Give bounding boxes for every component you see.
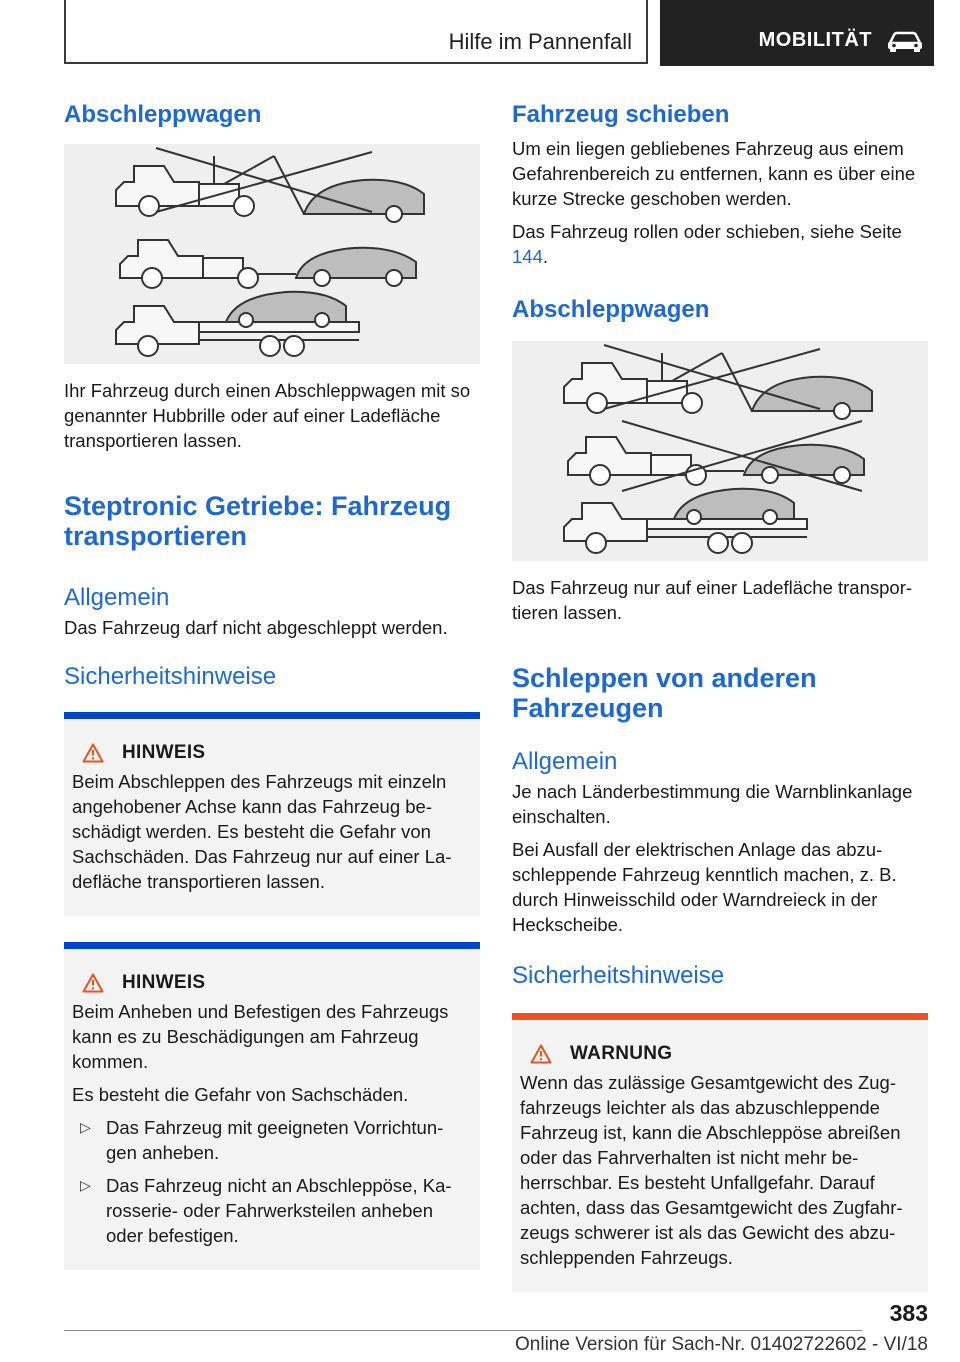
notice-text: Beim Anheben und Befestigen des Fahrzeugs kann es zu Beschädigungen am Fahrzeug kommen.	[72, 1001, 449, 1072]
notice-box	[64, 712, 480, 916]
warning-header	[520, 1042, 920, 1066]
bullet-triangle-icon: ▷	[80, 1177, 91, 1193]
tow-description: Ihr Fahrzeug durch einen Abschleppwagen mit so genannter Hubbrille oder auf einer Ladefläche transportieren lassen.	[64, 380, 471, 451]
general-heading: Allgemein	[64, 584, 170, 611]
safety-heading: Sicherheitshinweise	[512, 962, 725, 989]
notice-header	[72, 741, 472, 765]
warning-box	[512, 1013, 928, 1292]
page-number: 383	[889, 1300, 928, 1326]
steptronic-heading: Steptronic Getriebe: Fahrzeug transportieren	[64, 491, 452, 551]
list-item: ▷ Das Fahrzeug nicht an Abschleppöse, Ka-rosserie- oder Fahrwerksteilen anheben oder befestigen.	[80, 1175, 452, 1246]
warning-triangle-icon	[82, 743, 104, 763]
page-link[interactable]: 144	[512, 246, 543, 267]
notice-text-2: Es besteht die Gefahr von Sachschäden.	[72, 1084, 409, 1105]
notice-label: HINWEIS	[122, 972, 206, 993]
tow-truck-illustration	[64, 144, 480, 364]
general-text-2: Bei Ausfall der elektrischen Anlage das abzu-schleppende Fahrzeug kenntlich machen, z. B. durch Hinweisschild oder Warndreieck in der Heckscheibe.	[512, 839, 897, 935]
header-chapter-label: MOBILITÄT	[758, 29, 872, 51]
warning-triangle-icon	[82, 973, 104, 993]
general-text: Das Fahrzeug darf nicht abgeschleppt werden.	[64, 617, 448, 638]
warning-triangle-icon	[530, 1044, 552, 1064]
notice-label: HINWEIS	[122, 742, 206, 763]
push-heading: Fahrzeug schieben	[512, 101, 730, 128]
right-column	[512, 100, 928, 1292]
footer-version: Online Version für Sach-Nr. 01402722602 - VI/18	[515, 1334, 928, 1355]
bullet-triangle-icon: ▷	[80, 1119, 91, 1135]
tow-truck-figure	[64, 144, 480, 364]
warning-text: Wenn das zulässige Gesamtgewicht des Zug-fahrzeugs leichter als das abzuschleppende Fahrzeug ist, kann die Abschleppöse abreißen oder das Fahrverhalten ist nicht mehr be-herrschbar. Es besteht Unfallgefahr. Darauf achten, dass das Gesamtgewicht des Zugfahr-zeugs schwerer ist als das Gewicht des abzu-schleppenden Fahrzeugs.	[520, 1072, 903, 1268]
footer-divider	[64, 1330, 862, 1331]
tow-heading: Abschleppwagen	[512, 296, 710, 323]
tow-truck-figure	[512, 341, 928, 561]
list-item: ▷ Das Fahrzeug mit geeigneten Vorrichtun-gen anheben.	[80, 1117, 444, 1163]
car-icon	[886, 29, 924, 53]
push-text: Um ein liegen gebliebenes Fahrzeug aus einem Gefahrenbereich zu entfernen, kann es über eine kurze Strecke geschoben werden.	[512, 138, 916, 209]
general-text: Je nach Länderbestimmung die Warnblinkanlage einschalten.	[512, 781, 913, 827]
notice-header	[72, 971, 472, 995]
tow-description: Das Fahrzeug nur auf einer Ladefläche transpor-tieren lassen.	[512, 577, 913, 623]
left-column	[64, 100, 480, 1270]
towing-others-heading: Schleppen von anderen Fahrzeugen	[512, 663, 817, 723]
warning-label: WARNUNG	[570, 1043, 673, 1064]
header-chapter-tab	[660, 0, 934, 66]
notice-box	[64, 942, 480, 1270]
tow-heading: Abschleppwagen	[64, 101, 262, 128]
push-reference: Das Fahrzeug rollen oder schieben, siehe Seite 144.	[512, 221, 902, 267]
safety-heading: Sicherheitshinweise	[64, 663, 277, 690]
notice-steps	[72, 1115, 472, 1248]
header-section-title: Hilfe im Pannenfall	[448, 29, 632, 54]
notice-text: Beim Abschleppen des Fahrzeugs mit einzeln angehobener Achse kann das Fahrzeug be-schädigt werden. Es besteht die Gefahr von Sachschäden. Das Fahrzeug nur auf einer La-defläche transportieren lassen.	[72, 771, 452, 892]
general-heading: Allgemein	[512, 748, 618, 775]
tow-truck-crossed-illustration	[512, 341, 928, 561]
